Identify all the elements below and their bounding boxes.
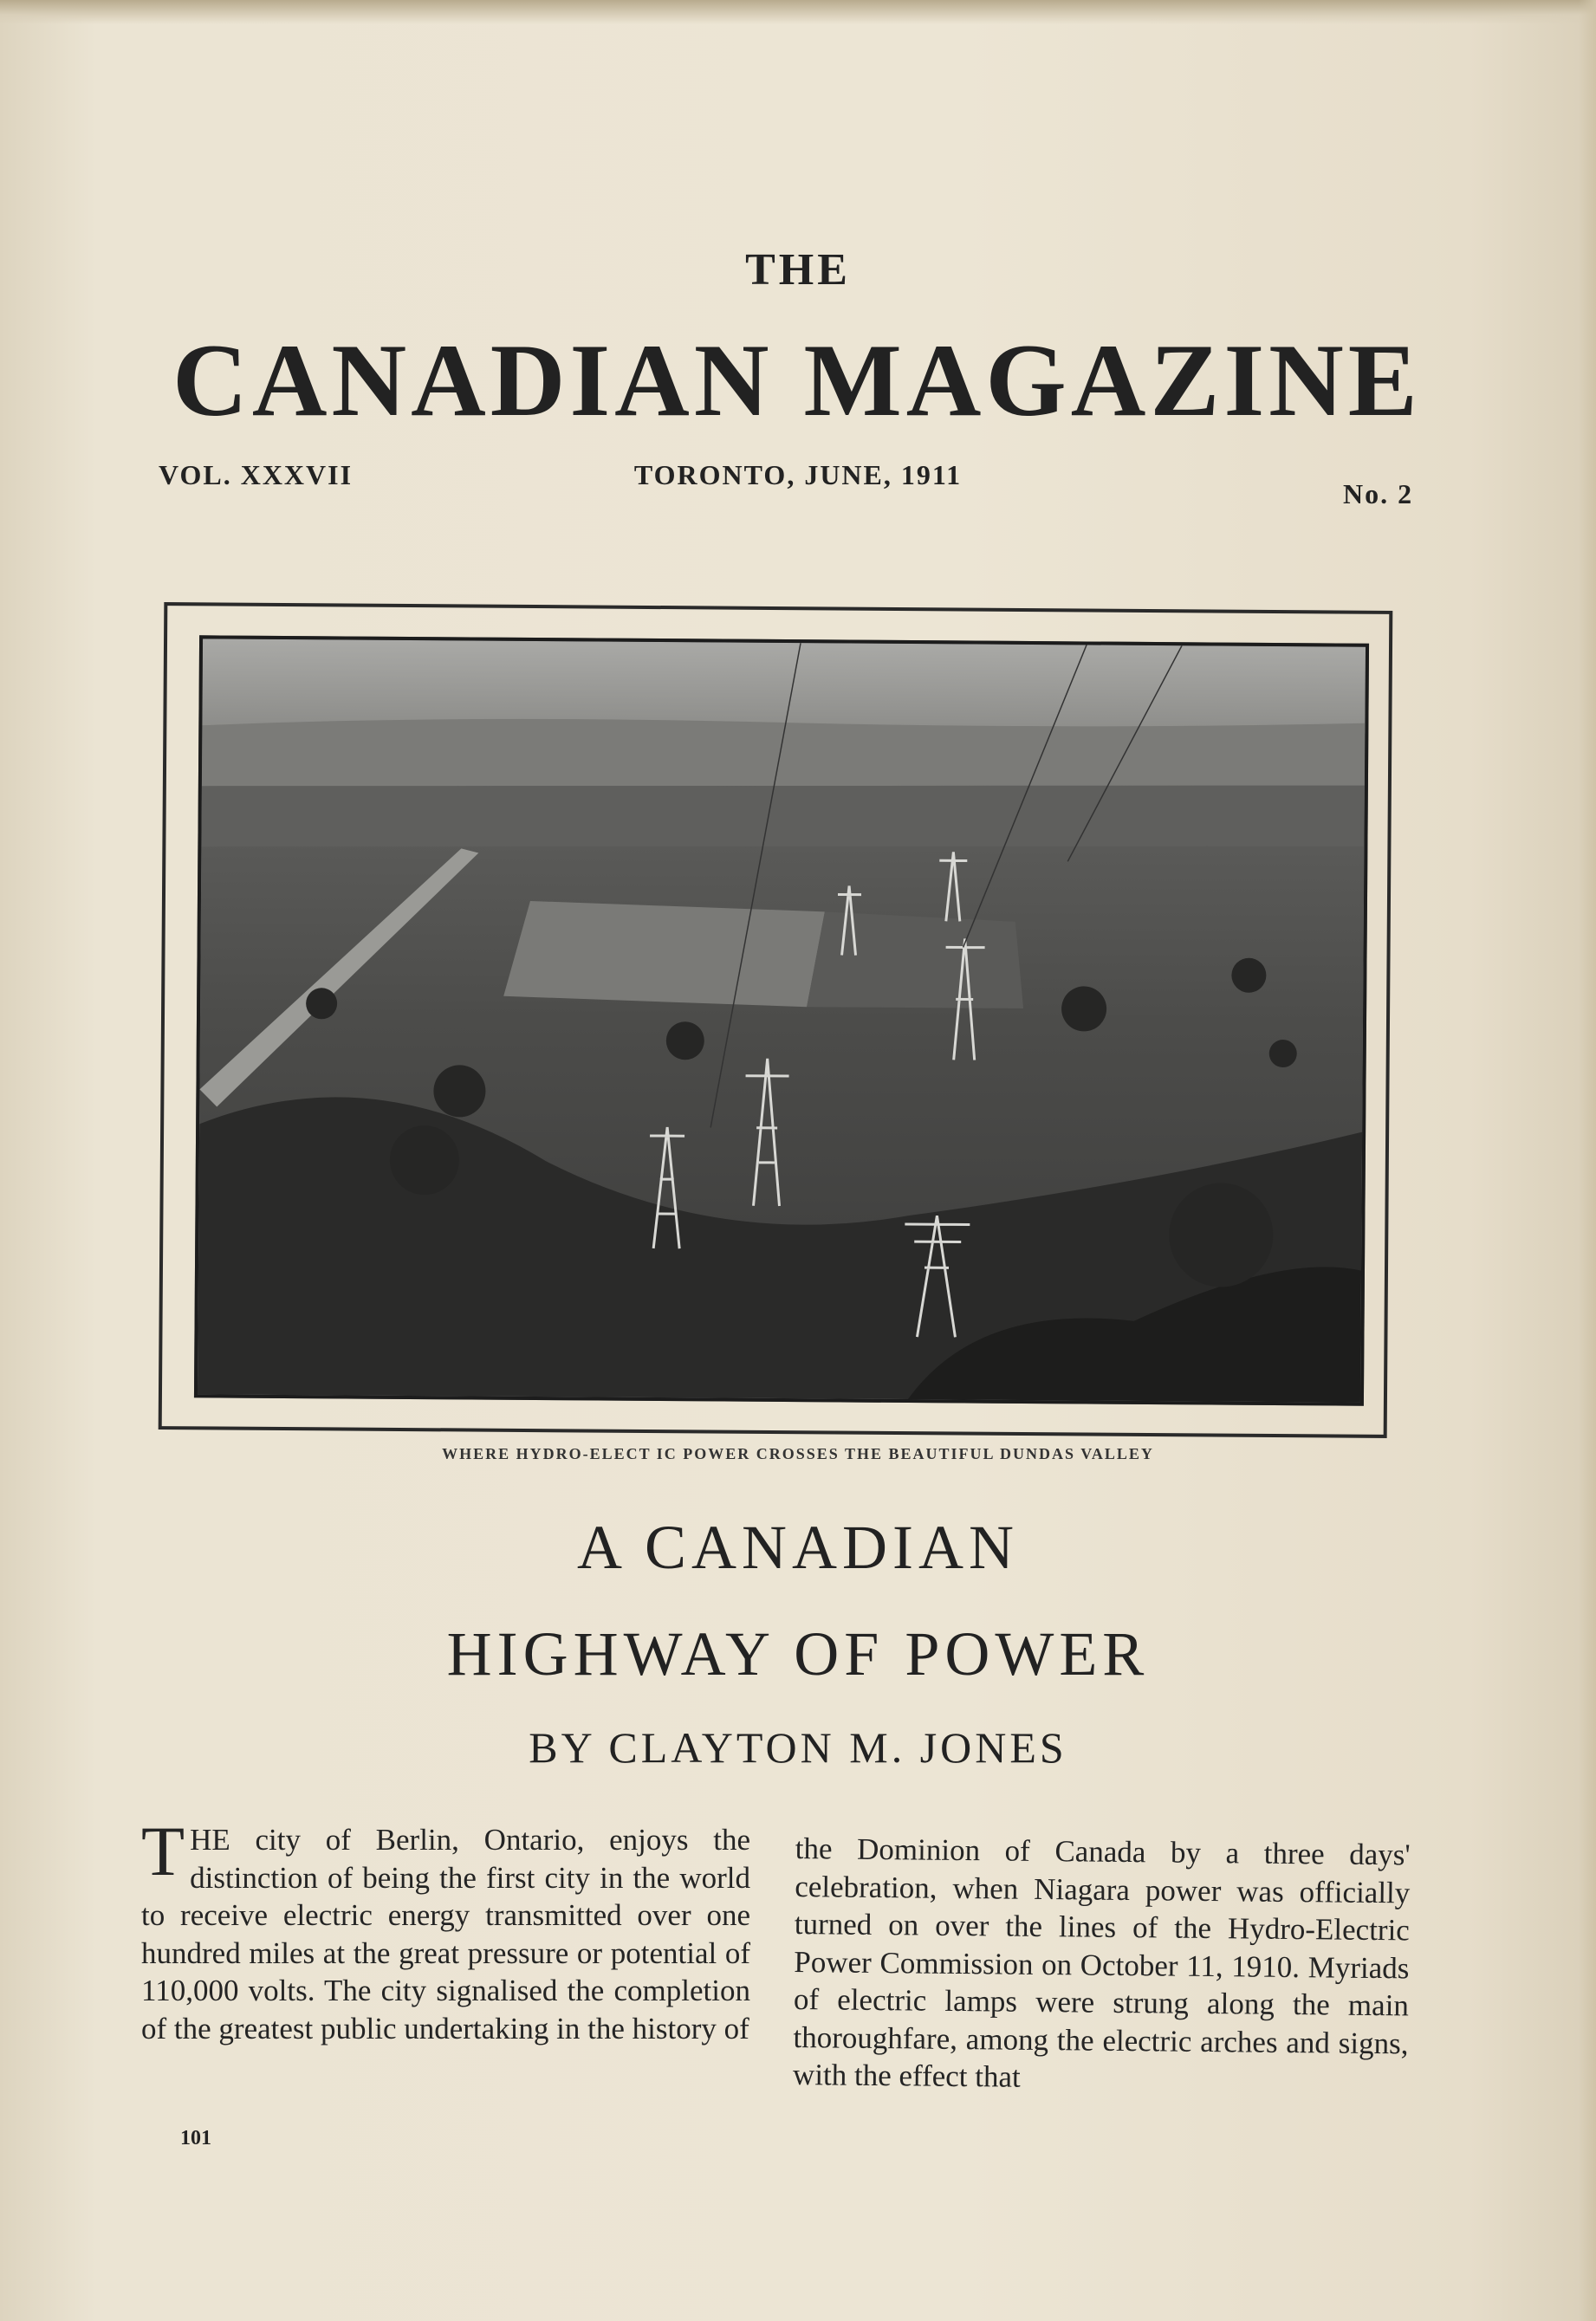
masthead-title: CANADIAN MAGAZINE [172,322,1422,438]
column-left-text: HE city of Berlin, Ontario, enjoys the distinction of being the first city in the world to receive electric energy transmitted over one hundred miles at the great pressure or potential of 110,000 volts. The city signalised the completion of the greatest public undertaking in the history of [141,1823,750,2045]
article-column-right [793,1830,1411,2100]
column-right-text: the Dominion of Canada by a three days' celebration, when Niagara power was officially turned on over the lines of the Hydro-Electric Power Commission on October 11, 1910. Myriads of electric lamps were strung along the main thoroughfare, among the electric arches and signs, with the effect that [792,1832,1411,2094]
byline: BY CLAYTON M. JONES [529,1723,1067,1772]
photo-illustration [198,639,1366,1402]
place-date-label: TORONTO, JUNE, 1911 [633,459,963,490]
volume-label: VOL. XXXVII [159,459,354,490]
photo-caption: WHERE HYDRO-ELECT IC POWER CROSSES THE BEAUTIFUL DUNDAS VALLEY [442,1445,1154,1462]
article-column-left [141,1812,750,2047]
drop-cap: T [141,1812,185,1890]
page-number: 101 [180,2127,211,2149]
article-title-line-2: HIGHWAY OF POWER [446,1619,1150,1689]
page-right-edge [1579,0,1596,2321]
page-top-edge [0,0,1596,24]
masthead-the: THE [745,245,851,295]
valley-photograph [194,635,1369,1405]
article-title-line-1: A CANADIAN [577,1513,1019,1582]
issue-number: No. 2 [1343,478,1414,509]
